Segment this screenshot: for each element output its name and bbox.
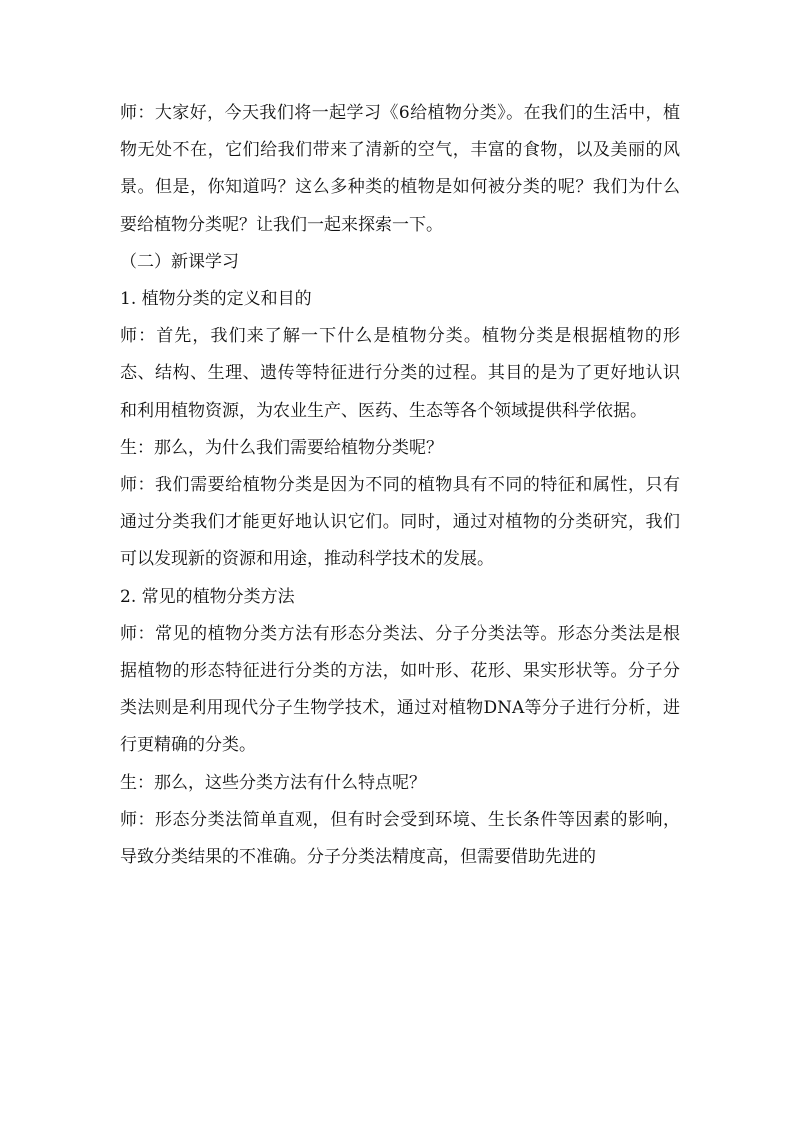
student-features-question-paragraph: 生：那么，这些分类方法有什么特点呢？ (120, 772, 426, 793)
subheading-common-methods: 2. 常见的植物分类方法 (120, 586, 295, 607)
teacher-methods-paragraph: 师：常见的植物分类方法有形态分类法、分子分类法等。形态分类法是根据植物的形态特征进行分类的方法，如叶形、花形、果实形状等。分子分类法则是利用现代分子生物学技术，通过对植物DNA等分子进行分析，进行更精确的分类。 (120, 623, 680, 756)
teacher-intro-paragraph: 师：大家好，今天我们将一起学习《6给植物分类》。在我们的生活中，植物无处不在，它们给我们带来了清新的空气，丰富的食物，以及美丽的风景。但是，你知道吗？这么多种类的植物是如何被分类的呢？我们为什么要给植物分类呢？让我们一起来探索一下。 (120, 103, 680, 235)
subheading-definition-purpose: 1. 植物分类的定义和目的 (120, 289, 312, 310)
teacher-reason-paragraph: 师：我们需要给植物分类是因为不同的植物具有不同的特征和属性，只有通过分类我们才能更好地认识它们。同时，通过对植物的分类研究，我们可以发现新的资源和用途，推动科学技术的发展。 (120, 475, 680, 570)
teacher-features-paragraph: 师：形态分类法简单直观，但有时会受到环境、生长条件等因素的影响，导致分类结果的不准确。分子分类法精度高，但需要借助先进的 (120, 809, 680, 868)
section-heading-new-lesson: （二）新课学习 (120, 251, 239, 272)
teacher-definition-paragraph: 师：首先，我们来了解一下什么是植物分类。植物分类是根据植物的形态、结构、生理、遗传等特征进行分类的过程。其目的是为了更好地认识和利用植物资源，为农业生产、医药、生态等各个领域提供科学依据。 (120, 326, 680, 421)
student-question-paragraph: 生：那么，为什么我们需要给植物分类呢？ (120, 437, 443, 458)
document-body (120, 95, 680, 876)
